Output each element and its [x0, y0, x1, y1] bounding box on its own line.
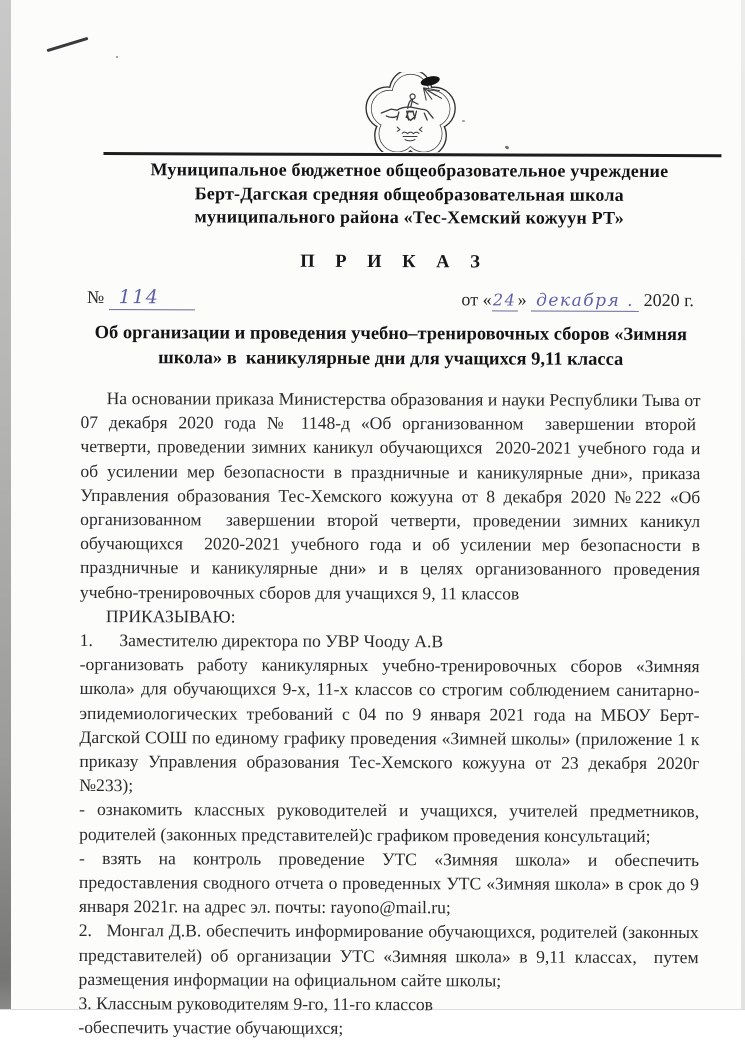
order-date-day-handwritten: 24 — [492, 290, 517, 310]
order-number-handwritten: 114 — [118, 286, 160, 309]
header-divider — [103, 152, 721, 157]
item-1-subitem-control: - взять на контроль проведение УТС «Зимняя школа» и обеспечить предоставления сводного отчета о проведенных УТС «Зимняя школа» в срок до 9 января 2021г. на адрес эл. почты: rayono@mail.ru; — [78, 847, 700, 918]
item-3-heading: 3. Классным руководителям 9-го, 11-го классов — [78, 993, 434, 1015]
order-date — [461, 289, 694, 312]
item-3-subitem: -обеспечить участие обучающихся; — [78, 1017, 344, 1039]
preamble-paragraph: На основании приказа Министерства образования и науки Республики Тыва от 07 декабря 2020 года № 1148-д «Об организованном завершении второй четверти, проведении зимних каникул обучающихся 2020-2021 учебного года и об усилении мер безопасности в праздничные и каникулярные дни», приказа Управления образования Тес-Хемского кожууна от 8 декабря 2020 №222 «Об организованном завершении второй четверти, проведении зимних каникул обучающихся 2020-2021 учебного года и об усилении мер безопасности в праздничные и каникулярные дни» и в целях организованного проведения учебно-тренировочных сборов для учащихся 9, 11 классов — [79, 388, 701, 604]
org-name-line1: Муниципальное бюджетное общеобразовательное учреждение — [150, 159, 669, 182]
order-number-date-row — [87, 286, 694, 312]
org-name-line2: Берт-Дагская средняя общеобразовательная школа — [194, 182, 624, 205]
order-date-month-underline — [531, 291, 639, 312]
order-date-day-underline — [492, 290, 518, 311]
order-date-month-handwritten: декабря . — [536, 290, 635, 311]
order-date-close-quote: » — [517, 289, 527, 310]
order-title: Об организации и проведения учебно–тренировочных сборов «Зимняя школа» в каникулярные дни для учащихся 9,11 класса — [94, 323, 688, 370]
order-date-prefix: от « — [461, 289, 492, 310]
order-number-underline — [109, 286, 195, 310]
organization-name — [89, 158, 729, 231]
document-type-heading: П Р И К А З — [300, 251, 488, 273]
order-date-year: 2020 г. — [643, 289, 694, 311]
org-name-line3: муниципального района «Тес-Хемский кожуун РТ» — [194, 206, 625, 228]
item-1-heading: 1. Заместителю директора по УВР Чооду А.В — [79, 630, 444, 652]
order-number — [87, 286, 195, 310]
order-number-label: № — [86, 287, 105, 308]
item-2-paragraph: 2. Монгал Д.В. обеспечить информирование обучающихся, родителей (законных представителей) об организации УТС «Зимняя школа» в 9,11 классах, путем размещения информации на официальном сайте школы; — [78, 920, 699, 991]
order-body — [78, 386, 700, 1042]
tuva-horseman-emblem-icon — [361, 72, 459, 152]
item-1-subitem-organize: -организовать работу каникулярных учебно-тренировочных сборов «Зимняя школа» для обучающихся 9-х, 11-х классов со строгим соблюдением санитарно-эпидемиологических требований с 04 по 9 января 2021 года на МБОУ Берт-Дагской СОШ по единому графику проведения «Зимней школы» (приложение 1 к приказу Управления образования Тес-Хемского кожууна от 23 декабря 2020г №233); — [79, 654, 700, 796]
item-1-subitem-inform: - ознакомить классных руководителей и учащихся, учителей предметников, родителей (законных представителей)с графиком проведения консультаций; — [79, 799, 700, 846]
order-verb-line: ПРИКАЗЫВАЮ: — [105, 605, 236, 627]
